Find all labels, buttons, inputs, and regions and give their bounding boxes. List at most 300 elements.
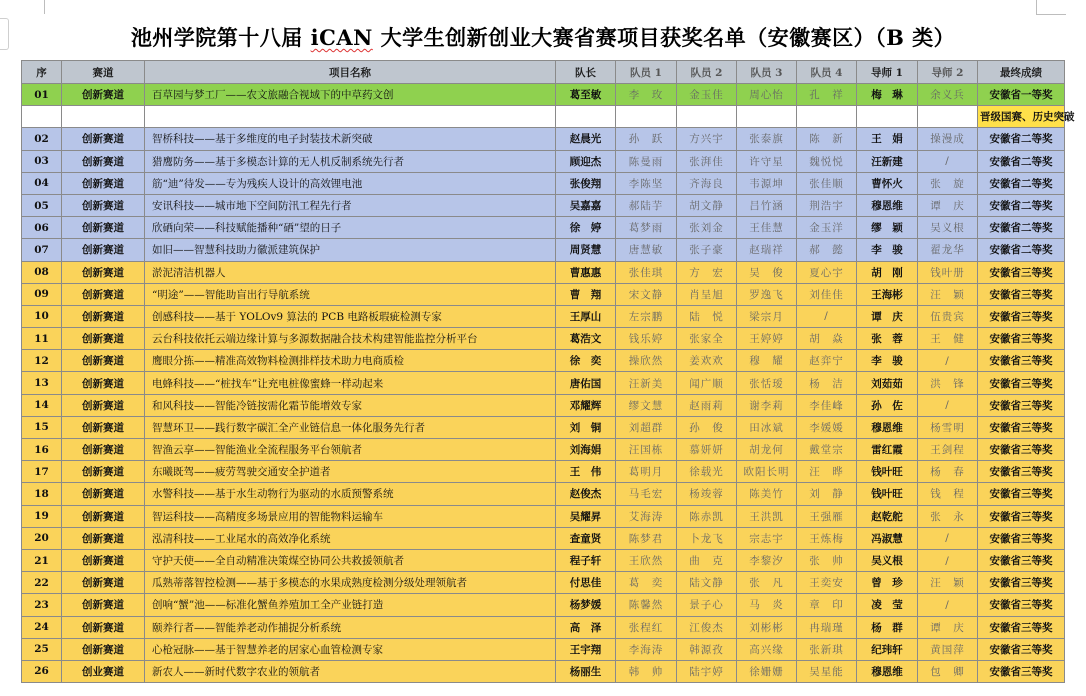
member-1: 陈馨然 [616, 594, 677, 616]
tutor-2: 张 永 [918, 505, 978, 527]
track-cell: 创新赛道 [62, 172, 145, 194]
member-3: 王佳慧 [737, 217, 797, 239]
table-row [22, 239, 1065, 261]
empty-cell [22, 106, 62, 128]
leader-name: 徐 奕 [556, 350, 616, 372]
member-2: 曲 克 [677, 549, 737, 571]
empty-cell [145, 106, 556, 128]
member-1: 孙 跃 [616, 128, 677, 150]
member-2: 景子心 [677, 594, 737, 616]
tutor-2: 张 旋 [918, 172, 978, 194]
member-4: 张新琪 [797, 638, 857, 660]
member-3: 吴 俊 [737, 261, 797, 283]
member-1: 左宗鹏 [616, 305, 677, 327]
member-2: 陆文静 [677, 572, 737, 594]
row-number: 14 [22, 394, 62, 416]
col-member3-header: 队员 3 [737, 61, 797, 84]
member-4: 吴星能 [797, 660, 857, 682]
member-1: 葛明月 [616, 461, 677, 483]
row-number: 01 [22, 84, 62, 106]
tutor-2: 操漫成 [918, 128, 978, 150]
project-name: 智桥科技——基于多维度的电子封装技术新突破 [145, 128, 556, 150]
leader-name: 付思佳 [556, 572, 616, 594]
member-3: 高兴缘 [737, 638, 797, 660]
member-1: 葛 奕 [616, 572, 677, 594]
member-2: 方兴宇 [677, 128, 737, 150]
member-2: 金玉佳 [677, 84, 737, 106]
row-number: 13 [22, 372, 62, 394]
tutor-1: 梅 琳 [857, 84, 918, 106]
table-row [22, 372, 1065, 394]
tutor-1: 李 骏 [857, 239, 918, 261]
col-result-header: 最终成绩 [978, 61, 1065, 84]
leader-name: 曹 翔 [556, 283, 616, 305]
member-2: 卜龙飞 [677, 527, 737, 549]
awards-table [21, 60, 1075, 683]
tutor-2: / [918, 549, 978, 571]
table-row [22, 549, 1065, 571]
member-2: 胡文静 [677, 194, 737, 216]
member-3: 田冰斌 [737, 416, 797, 438]
achievement-note: 晋级国赛、历史突破 [978, 106, 1065, 128]
track-cell: 创新赛道 [62, 461, 145, 483]
tutor-2: 伍贵宾 [918, 305, 978, 327]
final-result: 安徽省三等奖 [978, 372, 1065, 394]
track-cell: 创新赛道 [62, 372, 145, 394]
title-prefix: 池州学院第十八届 [130, 25, 311, 50]
track-cell: 创新赛道 [62, 350, 145, 372]
project-name: 云台科技依托云端边缘计算与多源数据融合技术构建智能监控分析平台 [145, 328, 556, 350]
member-2: 陆 悦 [677, 305, 737, 327]
track-cell: 创新赛道 [62, 305, 145, 327]
row-number: 26 [22, 660, 62, 682]
track-cell: 创新赛道 [62, 261, 145, 283]
tutor-1: 汪新建 [857, 150, 918, 172]
row-number: 15 [22, 416, 62, 438]
tutor-2: 翟龙华 [918, 239, 978, 261]
final-result: 安徽省三等奖 [978, 549, 1065, 571]
member-3: 谢李莉 [737, 394, 797, 416]
tutor-2: / [918, 350, 978, 372]
table-row [22, 150, 1065, 172]
track-cell: 创新赛道 [62, 128, 145, 150]
row-number: 12 [22, 350, 62, 372]
member-1: 李陈坚 [616, 172, 677, 194]
table-row [22, 283, 1065, 305]
table-row [22, 261, 1065, 283]
member-3: 陈美竹 [737, 483, 797, 505]
member-1: 缪文慧 [616, 394, 677, 416]
tutor-2: / [918, 594, 978, 616]
leader-name: 刘海娟 [556, 439, 616, 461]
project-name: 颐养行者——智能养老动作捕捉分析系统 [145, 616, 556, 638]
member-2: 赵雨莉 [677, 394, 737, 416]
tutor-2: 吴义根 [918, 217, 978, 239]
member-2: 张湃佳 [677, 150, 737, 172]
leader-name: 查童贤 [556, 527, 616, 549]
project-name: 智慧环卫——践行数字碳汇全产业链信息一体化服务先行者 [145, 416, 556, 438]
leader-name: 刘 铜 [556, 416, 616, 438]
row-number: 21 [22, 549, 62, 571]
track-cell: 创新赛道 [62, 572, 145, 594]
document-title [0, 22, 1086, 52]
table-row [22, 638, 1065, 660]
final-result: 安徽省三等奖 [978, 283, 1065, 305]
member-3: 胡龙何 [737, 439, 797, 461]
final-result: 安徽省三等奖 [978, 660, 1065, 682]
tutor-2: / [918, 394, 978, 416]
row-number: 22 [22, 572, 62, 594]
member-1: 刘超群 [616, 416, 677, 438]
member-4: / [797, 305, 857, 327]
row-number: 09 [22, 283, 62, 305]
empty-cell [857, 106, 918, 128]
table-row [22, 328, 1065, 350]
track-cell: 创新赛道 [62, 239, 145, 261]
tutor-1: 穆恩维 [857, 194, 918, 216]
tutor-1: 王 娟 [857, 128, 918, 150]
row-number: 23 [22, 594, 62, 616]
empty-cell [62, 106, 145, 128]
member-1: 张佳琪 [616, 261, 677, 283]
member-1: 李海涛 [616, 638, 677, 660]
member-1: 韩 帅 [616, 660, 677, 682]
table-row [22, 572, 1065, 594]
tutor-1: 王海彬 [857, 283, 918, 305]
table-row [22, 305, 1065, 327]
final-result: 安徽省一等奖 [978, 84, 1065, 106]
tutor-1: 钱叶旺 [857, 461, 918, 483]
tutor-1: 缪 颖 [857, 217, 918, 239]
final-result: 安徽省三等奖 [978, 416, 1065, 438]
leader-name: 王 伟 [556, 461, 616, 483]
member-2: 徐载光 [677, 461, 737, 483]
member-3: 韦源坤 [737, 172, 797, 194]
tutor-1: 谭 庆 [857, 305, 918, 327]
tutor-1: 杨 群 [857, 616, 918, 638]
member-3: 张 凡 [737, 572, 797, 594]
row-number: 11 [22, 328, 62, 350]
empty-cell [556, 106, 616, 128]
project-name: 东曦既驾——疲劳驾驶交通安全护道者 [145, 461, 556, 483]
final-result: 安徽省三等奖 [978, 572, 1065, 594]
member-4: 杨 洁 [797, 372, 857, 394]
track-cell: 创新赛道 [62, 638, 145, 660]
track-cell: 创新赛道 [62, 283, 145, 305]
tutor-2: 余义兵 [918, 84, 978, 106]
member-3: 欧阳长明 [737, 461, 797, 483]
tutor-2: 钱叶册 [918, 261, 978, 283]
track-cell: 创新赛道 [62, 483, 145, 505]
member-4: 章 印 [797, 594, 857, 616]
tutor-1: 凌 莹 [857, 594, 918, 616]
member-4: 魏悦悦 [797, 150, 857, 172]
tutor-1: 孙 佐 [857, 394, 918, 416]
project-name: 淤泥清洁机器人 [145, 261, 556, 283]
member-4: 李媛媛 [797, 416, 857, 438]
crop-mark-right [1036, 0, 1037, 14]
tutor-1: 刘茹茹 [857, 372, 918, 394]
member-4: 戴堂宗 [797, 439, 857, 461]
leader-name: 顾迎杰 [556, 150, 616, 172]
row-number: 03 [22, 150, 62, 172]
member-3: 许守星 [737, 150, 797, 172]
member-4: 金玉洋 [797, 217, 857, 239]
member-2: 张子豪 [677, 239, 737, 261]
tutor-2: 包 卿 [918, 660, 978, 682]
tutor-2: 谭 庆 [918, 616, 978, 638]
table-body [22, 84, 1075, 683]
tutor-2: 汪 颖 [918, 283, 978, 305]
member-4: 赵弈宁 [797, 350, 857, 372]
member-2: 方 宏 [677, 261, 737, 283]
track-cell: 创新赛道 [62, 549, 145, 571]
tutor-2: 谭 庆 [918, 194, 978, 216]
final-result: 安徽省二等奖 [978, 239, 1065, 261]
member-3: 张恬瑷 [737, 372, 797, 394]
member-4: 王强雁 [797, 505, 857, 527]
member-2: 江俊杰 [677, 616, 737, 638]
table-row [22, 505, 1065, 527]
tutor-2: / [918, 150, 978, 172]
member-4: 郝 懿 [797, 239, 857, 261]
leader-name: 葛至敏 [556, 84, 616, 106]
member-4: 夏心宇 [797, 261, 857, 283]
track-cell: 创新赛道 [62, 194, 145, 216]
project-name: 鹰眼分拣——精准高效物料检测排样技术助力电商质检 [145, 350, 556, 372]
member-4: 刘 静 [797, 483, 857, 505]
tutor-2: 洪 锋 [918, 372, 978, 394]
leader-name: 王宇翔 [556, 638, 616, 660]
member-4: 王奕安 [797, 572, 857, 594]
col-track-header: 赛道 [62, 61, 145, 84]
leader-name: 杨梦媛 [556, 594, 616, 616]
row-number: 16 [22, 439, 62, 461]
table-row [22, 194, 1065, 216]
table-row [22, 172, 1065, 194]
project-name: 欣硒向荣——科技赋能播种“硒”望的日子 [145, 217, 556, 239]
member-2: 姜欢欢 [677, 350, 737, 372]
project-name: “明途”——智能助盲出行导航系统 [145, 283, 556, 305]
tutor-1: 李 骏 [857, 350, 918, 372]
leader-name: 邓耀辉 [556, 394, 616, 416]
member-1: 宋文静 [616, 283, 677, 305]
col-tutor1-header: 导师 1 [857, 61, 918, 84]
final-result: 安徽省三等奖 [978, 305, 1065, 327]
member-3: 王婷婷 [737, 328, 797, 350]
final-result: 安徽省三等奖 [978, 527, 1065, 549]
tutor-1: 钱叶旺 [857, 483, 918, 505]
member-2: 张刘金 [677, 217, 737, 239]
final-result: 安徽省三等奖 [978, 261, 1065, 283]
table-row [22, 217, 1065, 239]
member-2: 闻广顺 [677, 372, 737, 394]
title-suffix: 大学生创新创业大赛省赛项目获奖名单（安徽赛区）（B 类） [372, 25, 956, 50]
member-4: 胡 焱 [797, 328, 857, 350]
table-row [22, 416, 1065, 438]
project-name: 创响“蟹”池——标准化蟹鱼养殖加工全产业链打造 [145, 594, 556, 616]
member-3: 刘彬彬 [737, 616, 797, 638]
tutor-1: 冯淑慧 [857, 527, 918, 549]
member-4: 张 帅 [797, 549, 857, 571]
table-row [22, 527, 1065, 549]
table-row [22, 394, 1065, 416]
row-number: 20 [22, 527, 62, 549]
member-4: 李佳峰 [797, 394, 857, 416]
project-name: 智运科技——高精度多场景应用的智能物料运输车 [145, 505, 556, 527]
row-number: 17 [22, 461, 62, 483]
project-name: 筋“迪”待发——专为残疾人设计的高效锂电池 [145, 172, 556, 194]
leader-name: 吴耀昇 [556, 505, 616, 527]
member-4: 陈 新 [797, 128, 857, 150]
final-result: 安徽省三等奖 [978, 461, 1065, 483]
member-3: 张泰旗 [737, 128, 797, 150]
final-result: 安徽省三等奖 [978, 394, 1065, 416]
member-3: 吕竹涵 [737, 194, 797, 216]
member-2: 慕妍妍 [677, 439, 737, 461]
project-name: 水警科技——基于水生动物行为驱动的水质预警系统 [145, 483, 556, 505]
leader-name: 高 泽 [556, 616, 616, 638]
tutor-2: 杨 春 [918, 461, 978, 483]
table-row [22, 439, 1065, 461]
crop-mark-left [44, 0, 45, 14]
final-result: 安徽省三等奖 [978, 483, 1065, 505]
project-name: 泓清科技——工业尾水的高效净化系统 [145, 527, 556, 549]
tutor-1: 赵乾舵 [857, 505, 918, 527]
member-1: 钱乐婷 [616, 328, 677, 350]
tutor-1: 穆恩维 [857, 416, 918, 438]
member-3: 穆 耀 [737, 350, 797, 372]
final-result: 安徽省二等奖 [978, 150, 1065, 172]
row-number: 08 [22, 261, 62, 283]
member-1: 汪国栋 [616, 439, 677, 461]
title-brand: iCAN [310, 25, 373, 50]
member-2: 陈赤凯 [677, 505, 737, 527]
tutor-2: 汪 颖 [918, 572, 978, 594]
track-cell: 创新赛道 [62, 328, 145, 350]
track-cell: 创新赛道 [62, 394, 145, 416]
col-no-header: 序 [22, 61, 62, 84]
leader-name: 徐 婷 [556, 217, 616, 239]
member-4: 荆浩宇 [797, 194, 857, 216]
member-3: 罗逸飞 [737, 283, 797, 305]
member-3: 李黎汐 [737, 549, 797, 571]
member-2: 韩源孜 [677, 638, 737, 660]
member-1: 王欣然 [616, 549, 677, 571]
table-row [22, 483, 1065, 505]
member-3: 徐姗姗 [737, 660, 797, 682]
member-3: 赵瑞祥 [737, 239, 797, 261]
tutor-1: 曹怀火 [857, 172, 918, 194]
leader-name: 赵晨光 [556, 128, 616, 150]
project-name: 瓜熟蒂落智控检测——基于多模态的水果成熟度检测分级处理领航者 [145, 572, 556, 594]
table-row [22, 84, 1065, 106]
member-4: 王炼梅 [797, 527, 857, 549]
member-4: 汪 晔 [797, 461, 857, 483]
empty-cell [918, 106, 978, 128]
member-3: 周心怡 [737, 84, 797, 106]
member-1: 李 玫 [616, 84, 677, 106]
member-1: 张程红 [616, 616, 677, 638]
tutor-1: 吴义根 [857, 549, 918, 571]
project-name: 创感科技——基于 YOLOv9 算法的 PCB 电路板瑕疵检测专家 [145, 305, 556, 327]
final-result: 安徽省二等奖 [978, 172, 1065, 194]
final-result: 安徽省三等奖 [978, 638, 1065, 660]
tutor-1: 纪玮轩 [857, 638, 918, 660]
member-2: 齐海良 [677, 172, 737, 194]
tutor-2: 杨雪明 [918, 416, 978, 438]
leader-name: 葛浩文 [556, 328, 616, 350]
member-1: 汪新美 [616, 372, 677, 394]
tutor-2: 王剑程 [918, 439, 978, 461]
member-2: 张家全 [677, 328, 737, 350]
member-4: 孔 祥 [797, 84, 857, 106]
row-number: 25 [22, 638, 62, 660]
row-number: 19 [22, 505, 62, 527]
member-3: 王洪凯 [737, 505, 797, 527]
table-row [22, 660, 1065, 682]
note-row [22, 106, 1065, 128]
table-row [22, 128, 1065, 150]
tutor-1: 穆恩维 [857, 660, 918, 682]
empty-cell [797, 106, 857, 128]
leader-name: 王厚山 [556, 305, 616, 327]
member-1: 郝陆芋 [616, 194, 677, 216]
member-4: 张佳顺 [797, 172, 857, 194]
leader-name: 周贤慧 [556, 239, 616, 261]
row-number: 10 [22, 305, 62, 327]
member-1: 操欣然 [616, 350, 677, 372]
tutor-2: 钱 程 [918, 483, 978, 505]
track-cell: 创新赛道 [62, 217, 145, 239]
leader-name: 程子轩 [556, 549, 616, 571]
table-row [22, 461, 1065, 483]
member-1: 唐慧敏 [616, 239, 677, 261]
row-number: 18 [22, 483, 62, 505]
track-cell: 创新赛道 [62, 527, 145, 549]
leader-name: 赵俊杰 [556, 483, 616, 505]
track-cell: 创新赛道 [62, 616, 145, 638]
final-result: 安徽省三等奖 [978, 439, 1065, 461]
col-project-header: 项目名称 [145, 61, 556, 84]
col-leader-header: 队长 [556, 61, 616, 84]
final-result: 安徽省三等奖 [978, 505, 1065, 527]
member-1: 陈曼雨 [616, 150, 677, 172]
track-cell: 创业赛道 [62, 660, 145, 682]
tutor-1: 雷红霞 [857, 439, 918, 461]
track-cell: 创新赛道 [62, 150, 145, 172]
empty-cell [616, 106, 677, 128]
member-1: 艾海涛 [616, 505, 677, 527]
col-member1-header: 队员 1 [616, 61, 677, 84]
member-3: 马 炎 [737, 594, 797, 616]
empty-cell [737, 106, 797, 128]
track-cell: 创新赛道 [62, 505, 145, 527]
tutor-2: 黄国萍 [918, 638, 978, 660]
leader-name: 吴嘉嘉 [556, 194, 616, 216]
col-member4-header: 队员 4 [797, 61, 857, 84]
tutor-2: / [918, 527, 978, 549]
project-name: 心枪冠脉——基于智慧养老的居家心血管检测专家 [145, 638, 556, 660]
project-name: 猎鹰防务——基于多模态计算的无人机反制系统先行者 [145, 150, 556, 172]
row-number: 07 [22, 239, 62, 261]
member-2: 陆宇婷 [677, 660, 737, 682]
final-result: 安徽省三等奖 [978, 616, 1065, 638]
row-number: 24 [22, 616, 62, 638]
row-number: 06 [22, 217, 62, 239]
leader-name: 张俊翔 [556, 172, 616, 194]
final-result: 安徽省二等奖 [978, 194, 1065, 216]
